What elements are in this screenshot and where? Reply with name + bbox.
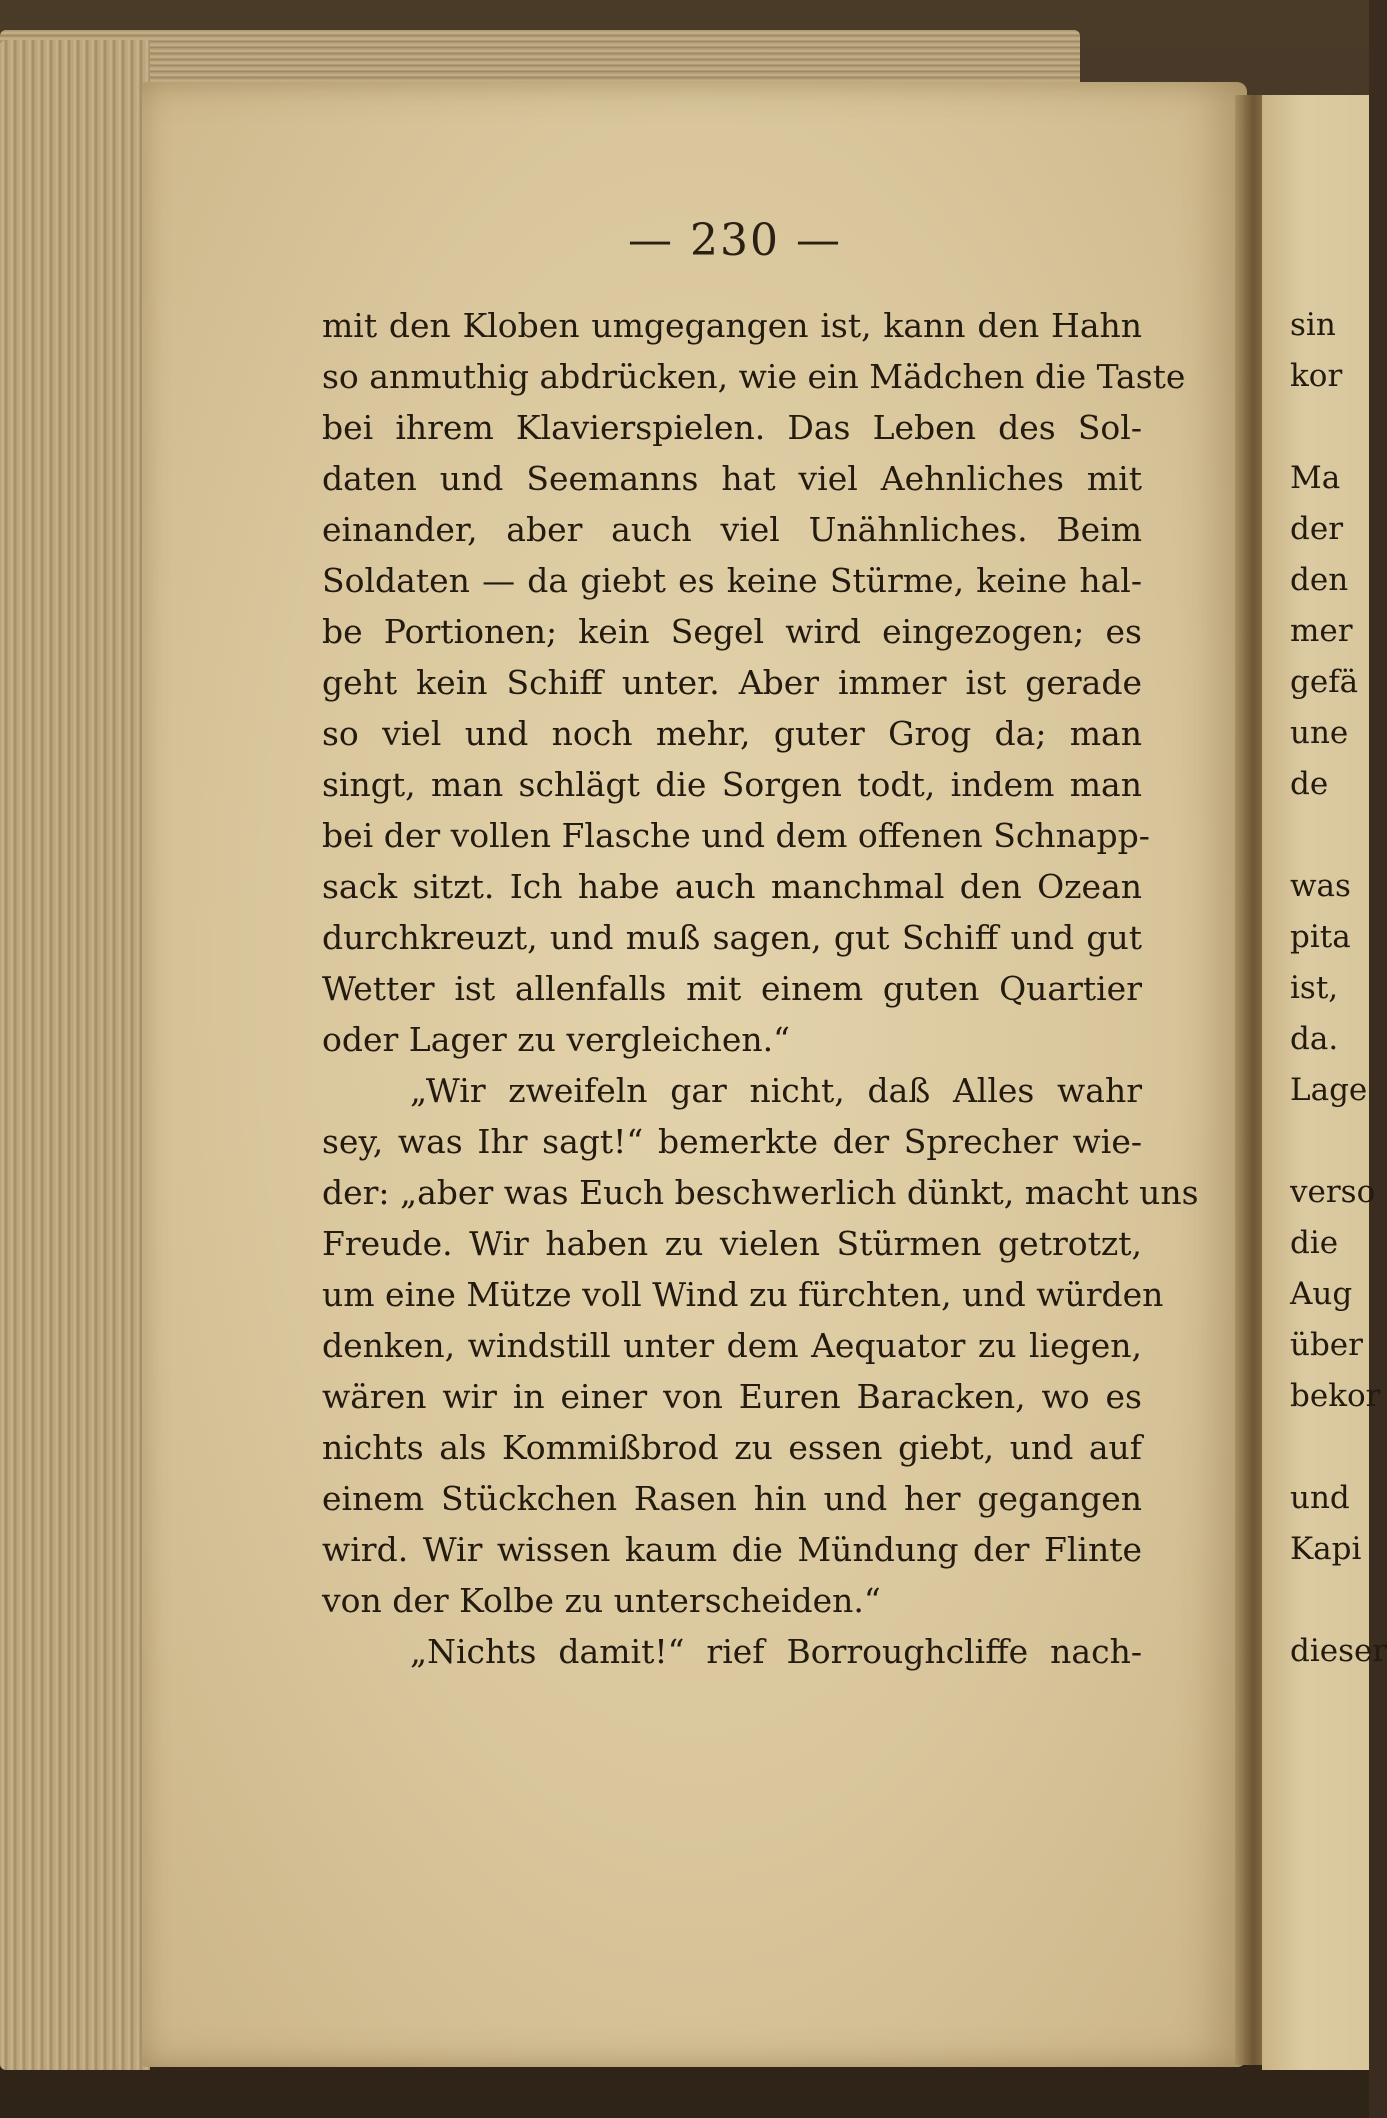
text-line: wird. Wir wissen kaum die Mündung der Flinte — [322, 1530, 1142, 1569]
text-line: Freude. Wir haben zu vielen Stürmen getrotzt, — [322, 1224, 1142, 1263]
right-page-line-fragment: kor — [1290, 358, 1343, 394]
text-line: oder Lager zu vergleichen.“ — [322, 1020, 791, 1059]
right-page-line-fragment: verso — [1290, 1174, 1376, 1210]
right-page-line-fragment: gefä — [1290, 664, 1359, 700]
text-line: um eine Mütze voll Wind zu fürchten, und würden — [322, 1275, 1164, 1314]
right-page-line-fragment: Aug — [1290, 1276, 1353, 1312]
text-line: geht kein Schiff unter. Aber immer ist gerade — [322, 663, 1142, 702]
right-page-line-fragment: und — [1290, 1480, 1350, 1516]
text-line: wären wir in einer von Euren Baracken, wo es — [322, 1377, 1142, 1416]
right-page-line-fragment: da. — [1290, 1021, 1339, 1057]
right-page-line-fragment: den — [1290, 562, 1349, 598]
text-line: so viel und noch mehr, guter Grog da; man — [322, 714, 1142, 753]
right-page-line-fragment: die — [1290, 1225, 1339, 1261]
text-line: so anmuthig abdrücken, wie ein Mädchen die Taste — [322, 357, 1186, 396]
right-page-line-fragment: über — [1290, 1327, 1363, 1363]
right-page-line-fragment: mer — [1290, 613, 1353, 649]
right-page-line-fragment: der — [1290, 511, 1344, 547]
page-edges-left — [0, 40, 150, 2070]
text-line: daten und Seemanns hat viel Aehnliches mit — [322, 459, 1142, 498]
text-line: Soldaten — da giebt es keine Stürme, keine hal- — [322, 561, 1142, 600]
right-page-text-fragments — [1290, 300, 1387, 1677]
text-line: be Portionen; kein Segel wird eingezogen; es — [322, 612, 1142, 651]
text-line: sack sitzt. Ich habe auch manchmal den Ozean — [322, 867, 1142, 906]
page-number: — 230 — — [628, 215, 842, 266]
text-line: nichts als Kommißbrod zu essen giebt, und auf — [322, 1428, 1142, 1467]
right-page-line-fragment: pita — [1290, 919, 1351, 955]
text-line: von der Kolbe zu unterscheiden.“ — [322, 1581, 881, 1620]
right-page-line-fragment: sin — [1290, 307, 1336, 343]
text-line: einander, aber auch viel Unähnliches. Beim — [322, 510, 1142, 549]
page-edges-top — [0, 30, 1080, 90]
right-page-line-fragment: de — [1290, 766, 1329, 802]
right-page-line-fragment — [1290, 1575, 1369, 1626]
text-line: singt, man schlägt die Sorgen todt, indem man — [322, 765, 1142, 804]
text-line: bei ihrem Klavierspielen. Das Leben des Sol- — [322, 408, 1142, 447]
text-line: denken, windstill unter dem Aequator zu liegen, — [322, 1326, 1142, 1365]
text-line: Wetter ist allenfalls mit einem guten Quartier — [322, 969, 1142, 1008]
right-page-line-fragment: ist, — [1290, 970, 1339, 1006]
right-page-line-fragment: dieser — [1290, 1633, 1387, 1669]
text-line: „Wir zweifeln gar nicht, daß Alles wahr — [410, 1071, 1142, 1110]
text-line: „Nichts damit!“ rief Borroughcliffe nach- — [410, 1632, 1142, 1671]
right-page-line-fragment: Kapi — [1290, 1531, 1362, 1567]
main-text-block — [322, 300, 1199, 1677]
right-page-line-fragment: Ma — [1290, 460, 1341, 496]
text-line: sey, was Ihr sagt!“ bemerkte der Sprecher wie- — [322, 1122, 1142, 1161]
text-line: einem Stückchen Rasen hin und her gegangen — [322, 1479, 1142, 1518]
text-line: mit den Kloben umgegangen ist, kann den Hahn — [322, 306, 1142, 345]
right-page-line-fragment — [1290, 810, 1369, 861]
text-line: der: „aber was Euch beschwerlich dünkt, macht uns — [322, 1173, 1199, 1212]
right-page-line-fragment — [1290, 402, 1369, 453]
right-page-line-fragment: bekor — [1290, 1378, 1381, 1414]
right-page-line-fragment: une — [1290, 715, 1349, 751]
right-page-line-fragment — [1290, 1116, 1369, 1167]
text-line: bei der vollen Flasche und dem offenen Schnapp- — [322, 816, 1150, 855]
text-line: durchkreuzt, und muß sagen, gut Schiff und gut — [322, 918, 1142, 957]
right-page-line-fragment — [1290, 1422, 1369, 1473]
right-page-line-fragment: Lage — [1290, 1072, 1368, 1108]
right-page-line-fragment: was — [1290, 868, 1351, 904]
